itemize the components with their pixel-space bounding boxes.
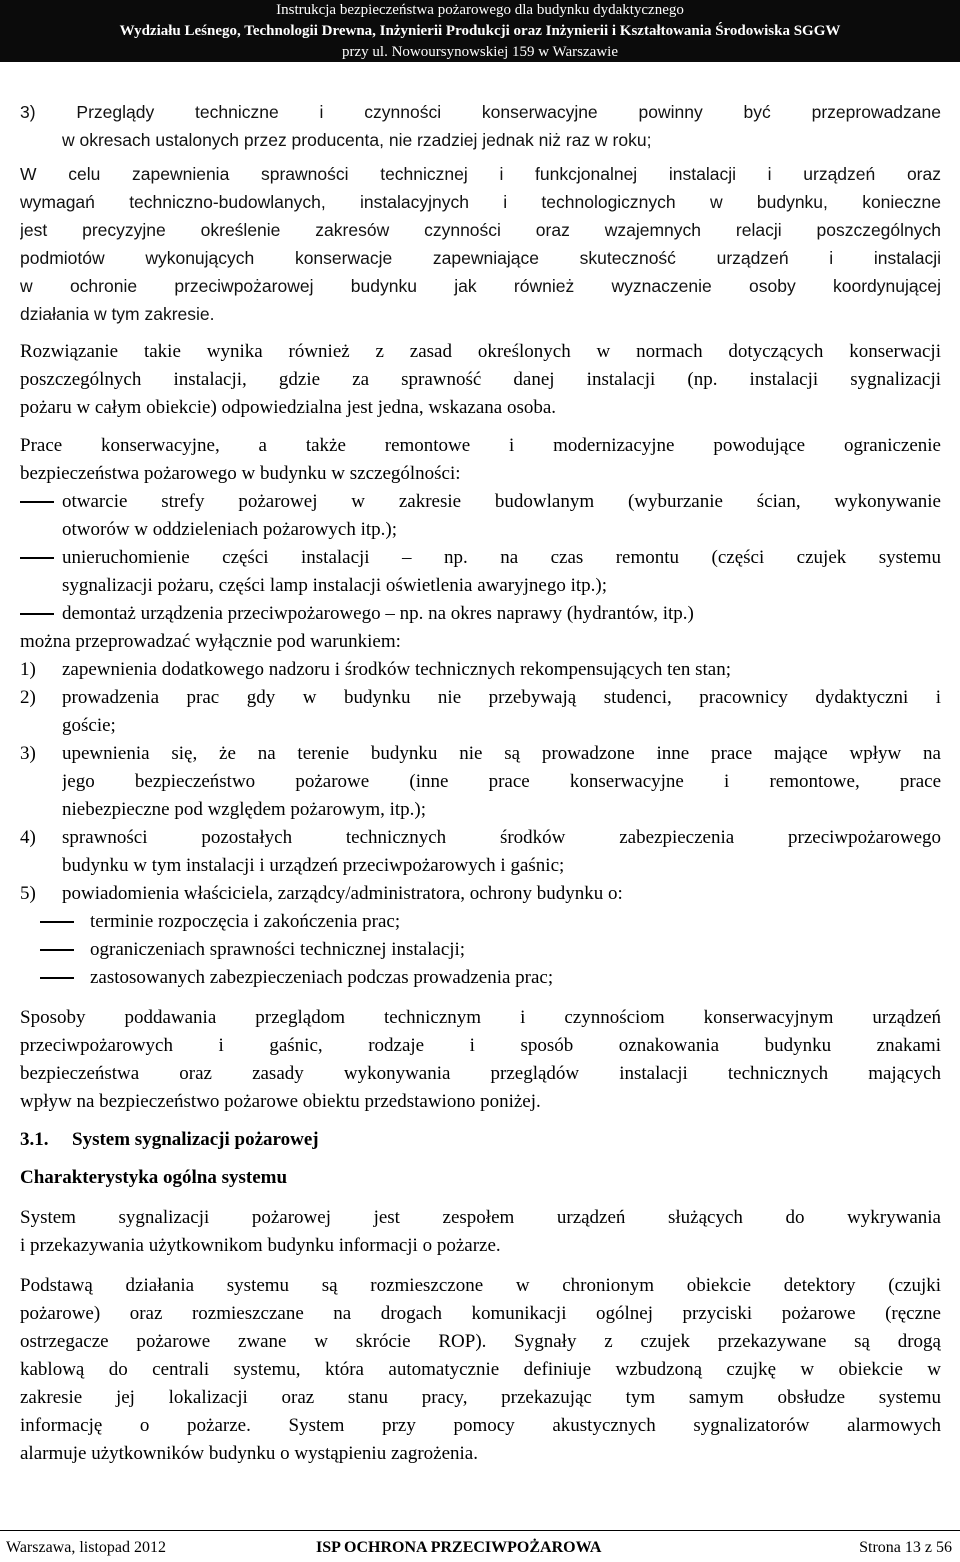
- text-line: zakresie jej lokalizacji oraz stanu pracy, przekazując tym samym obsłudze systemu: [20, 1387, 941, 1408]
- list-item: [20, 908, 941, 936]
- text-line: działania w tym zakresie.: [20, 304, 215, 324]
- text-line: zapewnienia dodatkowego nadzoru i środków technicznych rekompensujących ten stan;: [62, 659, 731, 680]
- list-item: [20, 740, 941, 824]
- list-item: [20, 684, 941, 740]
- works-dash-list: [20, 488, 941, 628]
- text-line: niebezpieczne pod względem pożarowym, itp.);: [62, 799, 427, 820]
- text-line: poszczególnych instalacji, gdzie za sprawność danej instalacji (np. instalacji sygnalizacji: [20, 369, 941, 390]
- text-line: System sygnalizacji pożarowej jest zespołem urządzeń służących do wykrywania: [20, 1207, 941, 1228]
- section-number: 3.1.: [20, 1129, 49, 1150]
- text-line: pożarowe) oraz rozmieszczane na drogach komunikacji ogólnej przyciski pożarowe (ręczne: [20, 1303, 941, 1324]
- text-line: sygnalizacji pożaru, części lamp instalacji oświetlenia awaryjnego itp.);: [62, 575, 607, 596]
- section-heading: [20, 1126, 941, 1154]
- dash-bullet: [40, 949, 74, 951]
- text-line: demontaż urządzenia przeciwpożarowego – np. na okres naprawy (hydrantów, itp.): [62, 603, 694, 624]
- list-item: [20, 936, 941, 964]
- paragraph-works: [20, 432, 941, 488]
- text-line: ograniczeniach sprawności technicznej instalacji;: [90, 939, 466, 960]
- notification-dash-list: [20, 908, 941, 992]
- text-line: ostrzegacze pożarowe zwane w skrócie ROP). Sygnały z czujek przekazywane są drogą: [20, 1331, 941, 1352]
- page-footer: [0, 1530, 960, 1562]
- footer-date: Warszawa, listopad 2012: [6, 1539, 166, 1556]
- text-line: goście;: [62, 715, 116, 736]
- paragraph-standards: [20, 338, 941, 422]
- footer-title: ISP OCHRONA PRZECIWPOŻAROWA: [316, 1539, 602, 1556]
- text-line: terminie rozpoczęcia i zakończenia prac;: [90, 911, 401, 932]
- text-line: bezpieczeństwa oraz zasady wykonywania przeglądów instalacji technicznych mających: [20, 1063, 941, 1084]
- subheading: Charakterystyka ogólna systemu: [20, 1167, 288, 1188]
- list-item: [20, 544, 941, 600]
- text-line: Rozwiązanie takie wynika również z zasad określonych w normach dotyczących konserwacji: [20, 341, 941, 362]
- text-line: pożaru w całym obiekcie) odpowiedzialna jest jedna, wskazana osoba.: [20, 397, 557, 418]
- dash-bullet: [20, 613, 54, 615]
- text-line: kablową do centrali systemu, która automatycznie definiuje wzbudzoną czujkę w obiekcie w: [20, 1359, 941, 1380]
- dash-bullet: [40, 921, 74, 923]
- paragraph-definition: [20, 1204, 941, 1260]
- header-line-1: Instrukcja bezpieczeństwa pożarowego dla budynku dydaktycznego: [276, 2, 684, 18]
- text-line: podmiotów wykonujących konserwacje zapewniające skuteczność urządzeń i instalacji: [20, 248, 941, 268]
- text-line: W celu zapewnienia sprawności technicznej i funkcjonalnej instalacji i urządzeń oraz: [20, 164, 941, 184]
- conditions-intro: można przeprowadzać wyłącznie pod warunkiem:: [20, 631, 401, 652]
- list-item: [20, 824, 941, 880]
- text-line: prowadzenia prac gdy w budynku nie przebywają studenci, pracownicy dydaktyczni i: [62, 687, 941, 708]
- list-number: 5): [20, 883, 36, 904]
- text-line: alarmuje użytkowników budynku o wystąpieniu zagrożenia.: [20, 1443, 478, 1464]
- text-line: bezpieczeństwa pożarowego w budynku w szczególności:: [20, 463, 461, 484]
- list-number: 2): [20, 687, 36, 708]
- list-item: [20, 600, 941, 628]
- list-number: 4): [20, 827, 36, 848]
- text-line: informację o pożarze. System przy pomocy akustycznych sygnalizatorów alarmowych: [20, 1415, 941, 1436]
- header-line-2: Wydziału Leśnego, Technologii Drewna, Inżynierii Produkcji oraz Inżynierii i Kształtowania Środowiska SGGW: [119, 23, 841, 39]
- text-line: jest precyzyjne określenie zakresów czynności oraz wzajemnych relacji poszczególnych: [20, 220, 941, 240]
- text-line: Sposoby poddawania przeglądom technicznym i czynnościom konserwacyjnym urządzeń: [20, 1007, 941, 1028]
- text-line: budynku w tym instalacji i urządzeń przeciwpożarowych i gaśnic;: [62, 855, 565, 876]
- text-line: wpływ na bezpieczeństwo pożarowe obiektu przedstawiono poniżej.: [20, 1091, 541, 1112]
- list-item: [20, 880, 941, 908]
- paragraph-coordination: [20, 160, 941, 328]
- list-item: [20, 964, 941, 992]
- text-line: upewnienia się, że na terenie budynku nie są prowadzone inne prace mające wpływ na: [62, 743, 941, 764]
- footer-page-number: Strona 13 z 56: [859, 1539, 952, 1556]
- paragraph-operation: [20, 1272, 941, 1468]
- text-line: i przekazywania użytkownikom budynku informacji o pożarze.: [20, 1235, 501, 1256]
- text-line: zastosowanych zabezpieczeniach podczas prowadzenia prac;: [90, 967, 554, 988]
- list-number: 3): [20, 743, 36, 764]
- text-line: powiadomienia właściciela, zarządcy/administratora, ochrony budynku o:: [62, 883, 623, 904]
- document-body: [20, 98, 941, 1468]
- page-header: [0, 0, 960, 62]
- list-item: [20, 488, 941, 544]
- dash-bullet: [40, 977, 74, 979]
- text-line: otwarcie strefy pożarowej w zakresie budowlanym (wyburzanie ścian, wykonywanie: [62, 491, 941, 512]
- section-title: System sygnalizacji pożarowej: [72, 1129, 319, 1150]
- text-line: Prace konserwacyjne, a także remontowe i modernizacyjne powodujące ograniczenie: [20, 435, 941, 456]
- header-line-3: przy ul. Nowoursynowskiej 159 w Warszawie: [342, 44, 618, 60]
- text-line: otworów w oddzieleniach pożarowych itp.);: [62, 519, 398, 540]
- maintenance-item-3: [20, 98, 941, 154]
- list-item: [20, 656, 941, 684]
- text-line: przeciwpożarowych i gaśnic, rodzaje i sposób oznakowania budynku znakami: [20, 1035, 941, 1056]
- conditions-list: [20, 656, 941, 908]
- text-line: sprawności pozostałych technicznych środków zabezpieczenia przeciwpożarowego: [62, 827, 941, 848]
- text-line: wymagań techniczno-budowlanych, instalacyjnych i technologicznych w budynku, konieczne: [20, 192, 941, 212]
- text-line: jego bezpieczeństwo pożarowe (inne prace konserwacyjne i remontowe, prace: [62, 771, 941, 792]
- text-line: w okresach ustalonych przez producenta, nie rzadziej jednak niż raz w roku;: [62, 130, 652, 150]
- paragraph-inspections: [20, 1004, 941, 1116]
- dash-bullet: [20, 557, 54, 559]
- text-line: 3) Przeglądy techniczne i czynności konserwacyjne powinny być przeprowadzane: [20, 102, 941, 122]
- text-line: Podstawą działania systemu są rozmieszczone w chronionym obiekcie detektory (czujki: [20, 1275, 941, 1296]
- text-line: w ochronie przeciwpożarowej budynku jak również wyznaczenie osoby koordynującej: [20, 276, 941, 296]
- text-line: unieruchomienie części instalacji – np. na czas remontu (części czujek systemu: [62, 547, 941, 568]
- list-number: 1): [20, 659, 36, 680]
- dash-bullet: [20, 501, 54, 503]
